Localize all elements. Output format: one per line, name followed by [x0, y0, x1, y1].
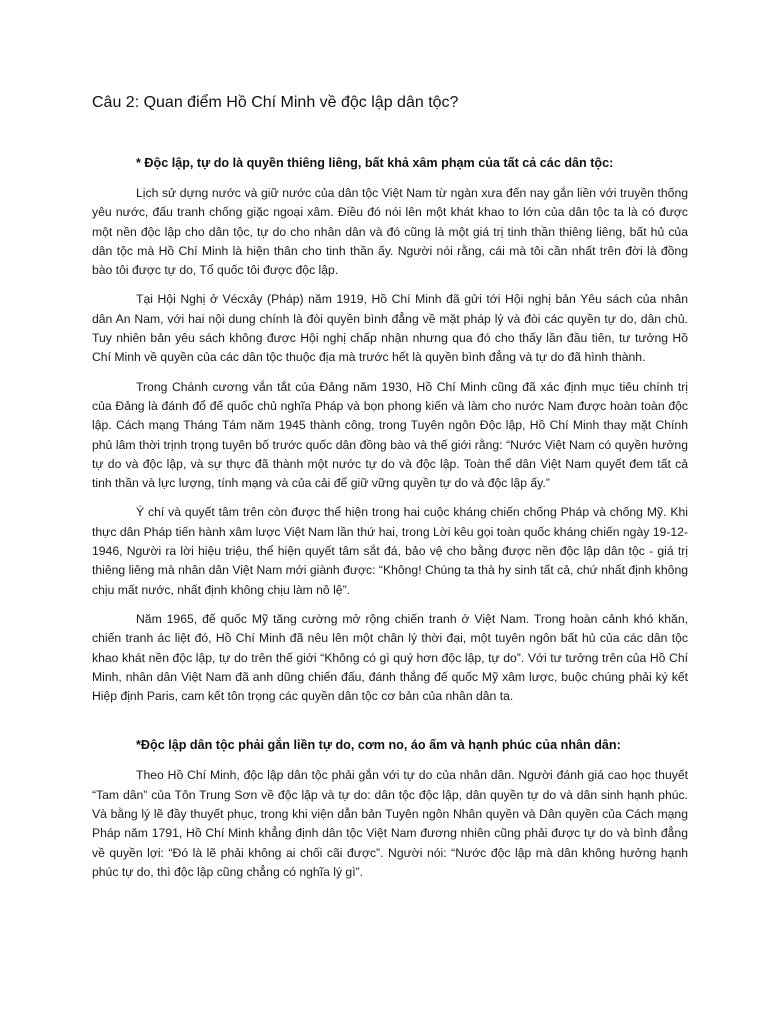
section-1	[92, 154, 688, 706]
paragraph: Ý chí và quyết tâm trên còn được thể hiện trong hai cuộc kháng chiến chống Pháp và chống Mỹ. Khi thực dân Pháp tiến hành xâm lược Việt Nam lần thứ hai, trong Lời kêu gọi toàn quốc kháng chiến ngày 19-12-1946, Người ra lời hiệu triệu, thể hiện quyết tâm sắt đá, bảo vệ cho bằng được nền độc lập dân tộc - giá trị thiêng liêng mà nhân dân Việt Nam mới giành được: “Không! Chúng ta thà hy sinh tất cả, chứ nhất định không chịu mất nước, nhất định không chịu làm nô lệ”.	[92, 505, 688, 597]
section-heading: *Độc lập dân tộc phải gắn liền tự do, cơm no, áo ấm và hạnh phúc của nhân dân:	[136, 738, 621, 753]
paragraph: Trong Chánh cương vắn tắt của Đảng năm 1930, Hồ Chí Minh cũng đã xác định mục tiêu chính trị của Đảng là đánh đổ đế quốc chủ nghĩa Pháp và bọn phong kiến và làm cho nước Nam được hoàn toàn độc lập. Cách mạng Tháng Tám năm 1945 thành công, trong Tuyên ngôn Độc lập, Hồ Chí Minh thay mặt Chính phủ lâm thời trịnh trọng tuyên bố trước quốc dân đồng bào và thế giới rằng: “Nước Việt Nam có quyền hưởng tự do và độc lập, và sự thực đã thành một nước tự do và độc lập. Toàn thể dân Việt Nam quyết đem tất cả tinh thần và lực lượng, tính mạng và của cải để giữ vững quyền tự do và độc lập ấy.”	[92, 379, 688, 491]
page-title: Câu 2: Quan điểm Hồ Chí Minh về độc lập dân tộc?	[92, 94, 459, 111]
paragraph: Theo Hồ Chí Minh, độc lập dân tộc phải gắn với tự do của nhân dân. Người đánh giá cao học thuyết “Tam dân” của Tôn Trung Sơn về độc lập và tự do: dân tộc độc lập, dân quyền tự do và dân sinh hạnh phúc. Và bằng lý lẽ đầy thuyết phục, trong khi viện dẫn bản Tuyên ngôn Nhân quyền và Dân quyền của Cách mạng Pháp năm 1791, Hồ Chí Minh khẳng định dân tộc Việt Nam đương nhiên cũng phải được tự do và bình đẳng về quyền lợi: “Đó là lẽ phải không ai chối cãi được”. Người nói: “Nước độc lập mà dân không hưởng hạnh phúc tự do, thì độc lập cũng chẳng có nghĩa lý gì”.	[92, 768, 688, 879]
section-2	[92, 736, 688, 882]
section-spacer	[92, 716, 688, 736]
paragraph: Tại Hội Nghị ở Vécxây (Pháp) năm 1919, Hồ Chí Minh đã gửi tới Hội nghị bản Yêu sách của nhân dân An Nam, với hai nội dung chính là đòi quyền bình đẳng về mặt pháp lý và đòi các quyền tự do, dân chủ. Tuy nhiên bản yêu sách không được Hội nghị chấp nhận nhưng qua đó cho thấy lần đầu tiên, tư tưởng Hồ Chí Minh về quyền của các dân tộc thuộc địa mà trước hết là quyền bình đẳng và tự do đã hình thành.	[92, 292, 688, 365]
paragraph: Lịch sử dựng nước và giữ nước của dân tộc Việt Nam từ ngàn xưa đến nay gắn liền với truyền thống yêu nước, đấu tranh chống giặc ngoại xâm. Điều đó nói lên một khát khao to lớn của dân tộc ta là có được một nền độc lập cho dân tộc, tự do cho nhân dân và đó cũng là một giá trị tinh thần thiêng liêng, bất hủ của dân tộc mà Hồ Chí Minh là hiện thân cho tinh thần ấy. Người nói rằng, cái mà tôi cần nhất trên đời là đồng bào tôi được tự do, Tổ quốc tôi được độc lập.	[92, 186, 688, 278]
paragraph: Năm 1965, đế quốc Mỹ tăng cường mở rộng chiến tranh ở Việt Nam. Trong hoàn cảnh khó khăn, chiến tranh ác liệt đó, Hồ Chí Minh đã nêu lên một chân lý thời đại, một tuyên ngôn bất hủ của các dân tộc khao khát nền độc lập, tự do trên thế giới “Không có gì quý hơn độc lập, tự do”. Với tư tưởng trên của Hồ Chí Minh, nhân dân Việt Nam đã anh dũng chiến đấu, đánh thắng đế quốc Mỹ xâm lược, buộc chúng phải ký kết Hiệp định Paris, cam kết tôn trọng các quyền dân tộc cơ bản của nhân dân ta.	[92, 611, 688, 704]
section-heading: * Độc lập, tự do là quyền thiêng liêng, bất khả xâm phạm của tất cả các dân tộc:	[136, 156, 614, 170]
